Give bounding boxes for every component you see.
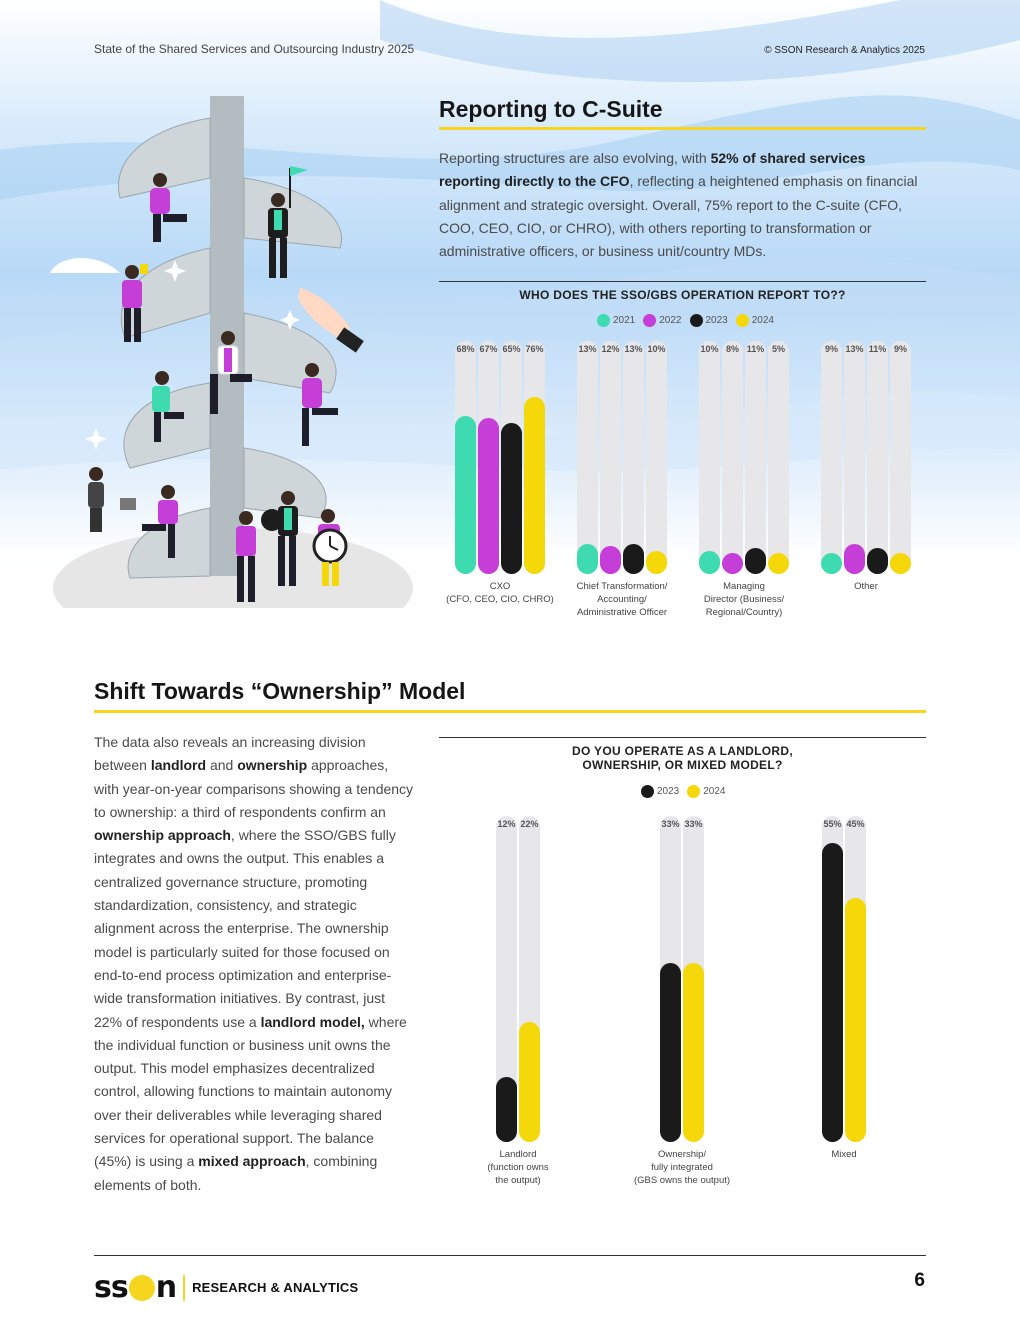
category-label-line: Other [854, 581, 878, 592]
category-label-line: Accounting/ [597, 594, 647, 605]
staircase-illustration [50, 88, 420, 608]
bar-track [600, 341, 621, 574]
bar-2023-0 [501, 423, 522, 574]
value-label: 13% [578, 344, 597, 354]
legend-2024: 2024 [687, 785, 725, 798]
section2-title-rule [94, 710, 926, 713]
value-label: 10% [647, 344, 666, 354]
section2-paragraph: The data also reveals an increasing division between landlord and ownership approaches, with year-on-year comparisons showing a tendency to ownership: a third of respondents confirm an ownership approach, where the SSO/GBS fully integrates and owns the output. This enables a centralized governance structure, promoting standardization, consistency, and strategic alignment across the enterprise. The ownership model is particularly suited for those focused on end-to-end process optimization and enterprise-wide transformation initiatives. By contrast, just 22% of respondents use a landlord model, where the individual function or business unit owns the output. This model emphasizes decentralized control, allowing functions to maintain autonomy over their deliverables while leveraging shared services for operational support. The balance (45%) is using a mixed approach, combining elements of both. [94, 734, 414, 1193]
logo-wordmark: ss n [94, 1270, 177, 1305]
bar-2023-3 [867, 548, 888, 574]
bar-2021-2 [699, 551, 720, 574]
value-label: 10% [700, 344, 719, 354]
bar-2023-2 [745, 548, 766, 574]
category-label-line: Administrative Officer [576, 607, 668, 618]
value-label: 33% [661, 819, 680, 829]
category-label [562, 580, 682, 619]
bar-2024-0 [524, 397, 545, 574]
bar-2021-1 [577, 544, 598, 574]
legend-dot [641, 785, 654, 798]
footer-rule [94, 1255, 926, 1256]
legend-2022: 2022 [643, 314, 681, 327]
category-label-line: Managing [723, 581, 765, 592]
bar-track [821, 341, 842, 574]
bar-2023-1 [660, 963, 681, 1142]
category-label [806, 580, 926, 593]
chart2-title-line: DO YOU OPERATE AS A LANDLORD, [572, 744, 793, 758]
category-label-line: (function owns [487, 1162, 549, 1173]
value-label: 11% [868, 344, 887, 354]
chart2-legend [641, 785, 734, 798]
category-label-line: (CFO, CEO, CIO, CHRO) [446, 594, 554, 605]
category-label-line: Landlord [499, 1149, 537, 1160]
category-label-line: CXO [489, 581, 511, 592]
legend-dot [736, 314, 749, 327]
chart2-top-rule [439, 737, 926, 738]
value-label: 13% [624, 344, 643, 354]
bar-track [646, 341, 667, 574]
sson-logo [94, 1270, 358, 1305]
category-label-line: Mixed [831, 1149, 857, 1160]
logo-subtitle: RESEARCH & ANALYTICS [192, 1280, 359, 1295]
bar-2024-2 [845, 898, 866, 1143]
value-label: 13% [845, 344, 864, 354]
legend-dot [643, 314, 656, 327]
chart2-title-line: OWNERSHIP, OR MIXED MODEL? [582, 758, 783, 772]
bar-2023-1 [623, 544, 644, 574]
category-label-line: (GBS owns the output) [633, 1175, 731, 1186]
bar-track [768, 341, 789, 574]
category-label [440, 580, 560, 606]
value-label: 76% [525, 344, 544, 354]
bar-track [745, 341, 766, 574]
chart1-top-rule [439, 281, 926, 282]
bar-2024-2 [768, 553, 789, 574]
value-label: 12% [497, 819, 516, 829]
legend-dot [597, 314, 610, 327]
category-label-line: Ownership/ [657, 1149, 707, 1160]
value-label: 65% [502, 344, 521, 354]
bar-track [577, 341, 598, 574]
category-label-line: Director (Business/ [703, 594, 785, 605]
bar-track [844, 341, 865, 574]
category-label [617, 1148, 747, 1187]
bar-2023-2 [822, 843, 843, 1142]
copyright: © SSON Research & Analytics 2025 [764, 45, 925, 56]
category-label-line: Regional/Country) [705, 607, 783, 618]
value-label: 45% [846, 819, 865, 829]
logo-o-icon [129, 1275, 155, 1301]
bar-track [722, 341, 743, 574]
legend-2023: 2023 [641, 785, 679, 798]
section2-title: Shift Towards “Ownership” Model [94, 678, 466, 704]
value-label: 11% [746, 344, 765, 354]
bar-track [623, 341, 644, 574]
bar-2022-3 [844, 544, 865, 574]
value-label: 67% [479, 344, 498, 354]
category-label-line: fully integrated [651, 1162, 713, 1173]
bar-2022-2 [722, 553, 743, 574]
value-label: 33% [684, 819, 703, 829]
value-label: 68% [456, 344, 475, 354]
section1-title: Reporting to C-Suite [439, 96, 663, 122]
legend-dot [687, 785, 700, 798]
category-label [453, 1148, 583, 1187]
bar-2022-1 [600, 546, 621, 574]
category-label [779, 1148, 909, 1161]
value-label: 5% [771, 344, 785, 354]
bar-2021-3 [821, 553, 842, 574]
category-label [684, 580, 804, 619]
chart2-title [439, 744, 926, 772]
legend-dot [690, 314, 703, 327]
value-label: 8% [725, 344, 739, 354]
bar-2021-0 [455, 416, 476, 574]
value-label: 22% [520, 819, 539, 829]
category-label-line: the output) [495, 1175, 541, 1186]
chart1-legend [597, 314, 782, 327]
bar-track [867, 341, 888, 574]
value-label: 9% [893, 344, 907, 354]
report-title: State of the Shared Services and Outsourcing Industry 2025 [94, 42, 415, 56]
bar-2024-1 [683, 963, 704, 1142]
bar-2022-0 [478, 418, 499, 574]
legend-2023: 2023 [690, 314, 728, 327]
logo-divider [183, 1275, 185, 1301]
value-label: 12% [601, 344, 620, 354]
legend-2024: 2024 [736, 314, 774, 327]
bar-2024-1 [646, 551, 667, 574]
legend-2021: 2021 [597, 314, 635, 327]
bar-2024-0 [519, 1022, 540, 1142]
bar-track [890, 341, 911, 574]
category-label-line: Chief Transformation/ [576, 581, 668, 592]
section1-title-rule [439, 127, 926, 130]
bar-2023-0 [496, 1077, 517, 1142]
bar-2024-3 [890, 553, 911, 574]
chart1-title: WHO DOES THE SSO/GBS OPERATION REPORT TO?? [519, 288, 846, 302]
value-label: 9% [824, 344, 838, 354]
page-number: 6 [914, 1270, 925, 1291]
bar-track [699, 341, 720, 574]
value-label: 55% [823, 819, 842, 829]
section1-paragraph: Reporting structures are also evolving, with 52% of shared services reporting directly to the CFO, reflecting a heightened emphasis on financial alignment and strategic oversight. Overall, 75% report to the C-suite (CFO, COO, CEO, CIO, or CHRO), with others reporting to transformation or administrative officers, or business unit/country MDs. [439, 150, 918, 260]
